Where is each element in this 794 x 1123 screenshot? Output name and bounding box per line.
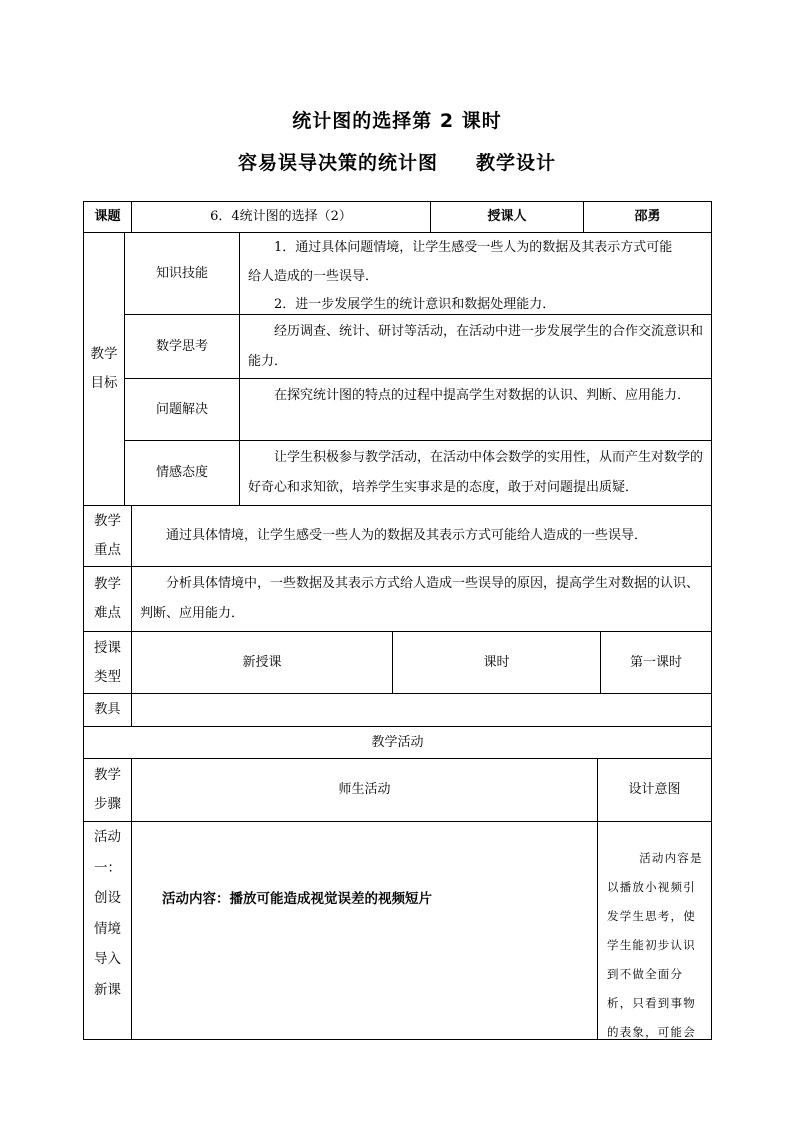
topic-value: 6．4统计图的选择（2） xyxy=(131,201,431,233)
activities-section-title: 教学活动 xyxy=(83,726,712,759)
goal-thinking-text: 经历调查、统计、研讨等活动，在活动中进一步发展学生的合作交流意识和能力． xyxy=(239,314,712,379)
teacher-label: 授课人 xyxy=(430,201,584,233)
key-point-label: 教学 重点 xyxy=(83,505,132,567)
intent-column-header: 设计意图 xyxy=(597,758,712,822)
goal-category: 情感态度 xyxy=(124,440,240,506)
activity1-intent: 活动内容是以播放小视频引发学生思考，使学生能初步认识到不做全面分析，只看到事物的表象，可能会 xyxy=(597,821,712,1040)
activity1-content: 活动内容：播放可能造成视觉误差的视频短片 xyxy=(131,821,598,1040)
period-value: 第一课时 xyxy=(600,631,712,694)
goal-knowledge-text: 1．通过具体问题情境，让学生感受一些人为的数据及其表示方式可能 给人造成的一些误导． 2．进一步发展学生的统计意识和数据处理能力． xyxy=(239,232,712,315)
difficulty-label: 教学 难点 xyxy=(83,566,132,632)
subtitle-part-1: 容易误导决策的统计图 xyxy=(237,152,438,174)
difficulty-text: 分析具体情境中，一些数据及其表示方式给人造成一些误导的原因，提高学生对数据的认识、判断、应用能力． xyxy=(131,566,712,632)
page-subtitle xyxy=(0,148,794,175)
steps-label: 教学 步骤 xyxy=(83,758,132,822)
lesson-type-value: 新授课 xyxy=(131,631,393,694)
page-title: 统计图的选择第 2 课时 xyxy=(292,110,502,132)
tools-label: 教具 xyxy=(83,693,132,727)
subtitle-part-2: 教学设计 xyxy=(476,152,557,174)
goals-label: 教学 目标 xyxy=(83,232,125,506)
goal-attitude-text: 让学生积极参与教学活动，在活动中体会数学的实用性，从而产生对数学的好奇心和求知欲，培养学生实事求是的态度，敢于对问题提出质疑． xyxy=(239,440,712,506)
activity1-label: 活动 一： 创设 情境 导入 新课 xyxy=(83,821,132,1040)
goal-category: 知识技能 xyxy=(124,232,240,315)
goal-category: 数学思考 xyxy=(124,314,240,379)
period-label: 课时 xyxy=(392,631,601,694)
activity-column-header: 师生活动 xyxy=(131,758,598,822)
lesson-type-label: 授课 类型 xyxy=(83,631,132,694)
goal-category: 问题解决 xyxy=(124,378,240,441)
teacher-value: 邵勇 xyxy=(583,201,712,233)
goal-problem-text: 在探究统计图的特点的过程中提高学生对数据的认识、判断、应用能力． xyxy=(239,378,712,441)
topic-label: 课题 xyxy=(83,201,132,233)
tools-value xyxy=(131,693,712,727)
key-point-text: 通过具体情境，让学生感受一些人为的数据及其表示方式可能给人造成的一些误导． xyxy=(131,505,712,567)
